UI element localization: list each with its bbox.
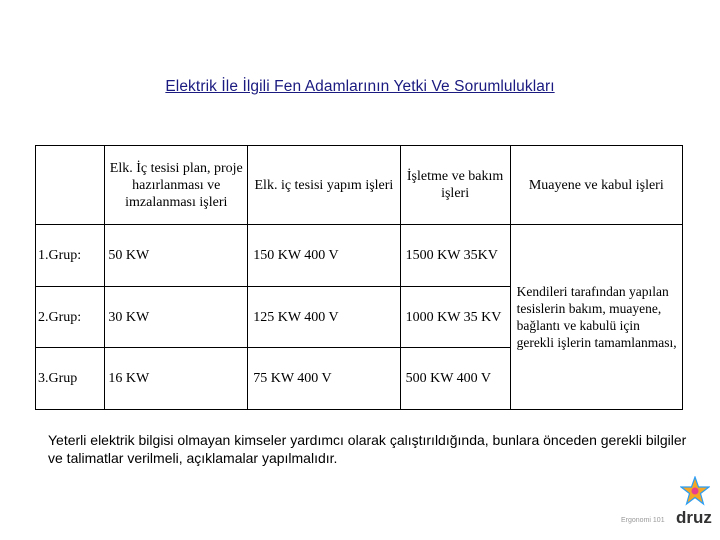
plan-cell: 30 KW xyxy=(105,286,248,348)
group-cell: 3.Grup xyxy=(36,348,105,410)
header-cell-muayene: Muayene ve kabul işleri xyxy=(510,146,682,225)
plan-cell: 50 KW xyxy=(105,225,248,287)
authority-table xyxy=(35,145,683,410)
yapim-cell: 125 KW 400 V xyxy=(248,286,400,348)
table-row xyxy=(36,225,683,287)
druz-logo: druz xyxy=(676,508,712,527)
group-cell: 2.Grup: xyxy=(36,286,105,348)
group-cell: 1.Grup: xyxy=(36,225,105,287)
isletme-cell: 1000 KW 35 KV xyxy=(400,286,510,348)
plan-cell: 16 KW xyxy=(105,348,248,410)
header-cell-isletme: İşletme ve bakım işleri xyxy=(400,146,510,225)
muayene-cell: Kendileri tarafından yapılan tesislerin bakım, muayene, bağlantı ve kabulü için gerekli işlerin tamamlanması, xyxy=(510,225,682,410)
yapim-cell: 75 KW 400 V xyxy=(248,348,400,410)
isletme-cell: 500 KW 400 V xyxy=(400,348,510,410)
logo-star-icon xyxy=(680,476,710,506)
header-cell-yapim: Elk. iç tesisi yapım işleri xyxy=(248,146,400,225)
header-cell-plan: Elk. İç tesisi plan, proje hazırlanması ve imzalanması işleri xyxy=(105,146,248,225)
footer-page-label: Ergonomi 101 xyxy=(621,517,665,524)
header-cell-empty xyxy=(36,146,105,225)
page-title: Elektrik İle İlgili Fen Adamlarının Yetki Ve Sorumlulukları xyxy=(165,78,555,95)
isletme-cell: 1500 KW 35KV xyxy=(400,225,510,287)
table-header-row xyxy=(36,146,683,225)
note-text: Yeterli elektrik bilgisi olmayan kimseler yardımcı olarak çalıştırıldığında, bunlara önceden gerekli bilgiler ve talimatlar verilmeli, açıklamalar yapılmalıdır. xyxy=(48,432,687,466)
yapim-cell: 150 KW 400 V xyxy=(248,225,400,287)
